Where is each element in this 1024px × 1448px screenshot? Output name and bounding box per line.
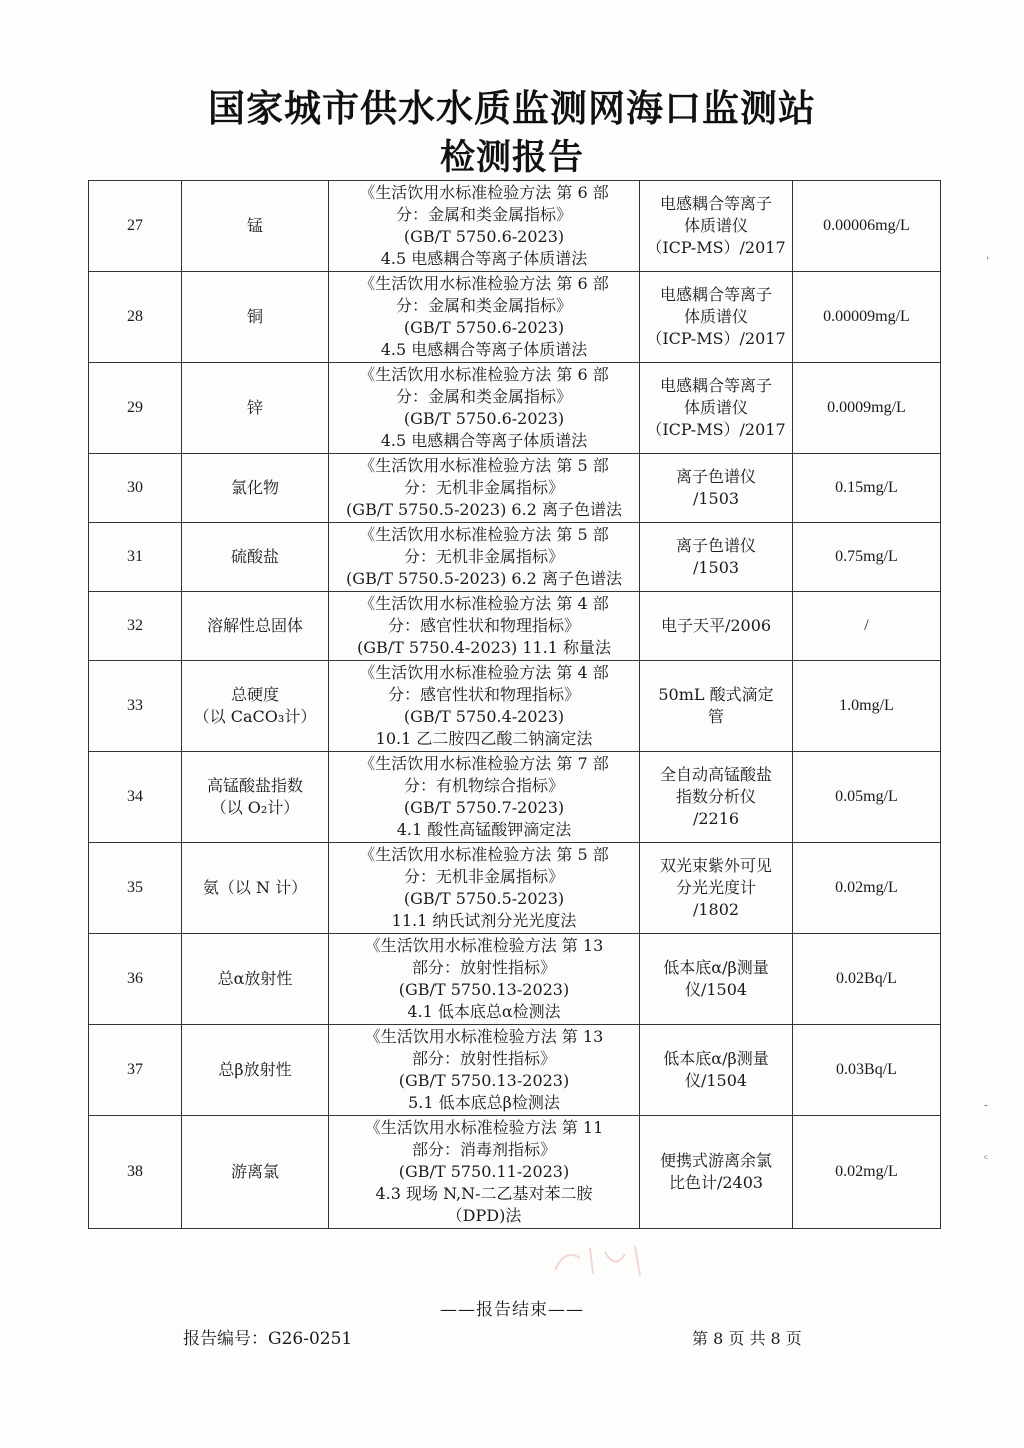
detection-limit-cell: 0.03Bq/L xyxy=(793,1025,941,1116)
cell-text-line: (GB/T 5750.6-2023) xyxy=(403,227,565,246)
instrument-cell xyxy=(640,592,793,661)
cell-text-line: 分：金属和类金属指标》 xyxy=(395,205,572,224)
table-row xyxy=(89,752,941,843)
table-row xyxy=(89,661,941,752)
page-number: 第 8 页 共 8 页 xyxy=(692,1329,802,1348)
test-item-cell xyxy=(182,454,329,523)
cell-text-line: 体质谱仪 xyxy=(683,307,748,326)
cell-text-line: 电感耦合等离子 xyxy=(659,285,772,304)
cell-text-line: (GB/T 5750.5-2023) 6.2 离子色谱法 xyxy=(346,569,622,588)
cell-text-line: 5.1 低本底总β检测法 xyxy=(408,1093,560,1112)
cell-text-line: 《生活饮用水标准检验方法 第 7 部 xyxy=(359,754,609,773)
cell-text-line: 高锰酸盐指数 xyxy=(206,776,303,795)
report-subtitle: 检测报告 xyxy=(439,138,584,178)
cell-text-line: /1503 xyxy=(692,558,740,577)
cell-text-line: (GB/T 5750.5-2023) 6.2 离子色谱法 xyxy=(346,500,622,519)
cell-text-line: 离子色谱仪 xyxy=(675,536,756,555)
row-number-cell: 37 xyxy=(89,1025,182,1116)
cell-text-line: 分：感官性状和物理指标》 xyxy=(387,685,580,704)
instrument-cell xyxy=(640,181,793,272)
cell-text-line: 《生活饮用水标准检验方法 第 5 部 xyxy=(359,845,609,864)
test-method-cell xyxy=(329,843,640,934)
cell-text-line: 管 xyxy=(707,707,724,726)
cell-text-line: 分：无机非金属指标》 xyxy=(403,867,564,886)
cell-text-line: (GB/T 5750.6-2023) xyxy=(403,318,565,337)
margin-mark: ᶜ xyxy=(984,1152,989,1166)
cell-text-line: 游离氯 xyxy=(230,1162,279,1181)
detection-limit-cell: 0.0009mg/L xyxy=(793,363,941,454)
instrument-cell xyxy=(640,1025,793,1116)
cell-text-line: 分：无机非金属指标》 xyxy=(403,547,564,566)
detection-limit-cell: 0.05mg/L xyxy=(793,752,941,843)
cell-text-line: /1802 xyxy=(692,900,740,919)
instrument-cell xyxy=(640,454,793,523)
cell-text-line: 氯化物 xyxy=(230,478,279,497)
detection-limit-cell: 0.02mg/L xyxy=(793,1116,941,1229)
margin-mark: - xyxy=(984,1098,989,1112)
cell-text-line: 《生活饮用水标准检验方法 第 6 部 xyxy=(359,365,609,384)
results-table-body xyxy=(89,181,941,1229)
test-method-cell xyxy=(329,181,640,272)
cell-text-line: (GB/T 5750.13-2023) xyxy=(398,980,570,999)
cell-text-line: 分：无机非金属指标》 xyxy=(403,478,564,497)
cell-text-line: 铜 xyxy=(246,307,263,326)
detection-limit-cell: 0.02Bq/L xyxy=(793,934,941,1025)
cell-text-line: 体质谱仪 xyxy=(683,398,748,417)
cell-text-line: (GB/T 5750.13-2023) xyxy=(398,1071,570,1090)
instrument-cell xyxy=(640,272,793,363)
cell-text-line: 溶解性总固体 xyxy=(206,616,303,635)
test-method-cell xyxy=(329,363,640,454)
cell-text-line: (GB/T 5750.5-2023) xyxy=(403,889,565,908)
results-table xyxy=(88,180,941,1229)
cell-text-line: 部分：消毒剂指标》 xyxy=(411,1140,556,1159)
table-row xyxy=(89,454,941,523)
margin-mark: ˈ xyxy=(986,255,990,269)
cell-text-line: 比色计/2403 xyxy=(668,1173,764,1192)
test-method-cell xyxy=(329,661,640,752)
cell-text-line: 仪/1504 xyxy=(684,1071,748,1090)
row-number-cell: 27 xyxy=(89,181,182,272)
cell-text-line: 《生活饮用水标准检验方法 第 13 xyxy=(364,936,604,955)
cell-text-line: 总β放射性 xyxy=(218,1060,292,1079)
cell-text-line: （以 CaCO₃计） xyxy=(193,707,317,726)
detection-limit-cell: 0.75mg/L xyxy=(793,523,941,592)
test-item-cell xyxy=(182,1116,329,1229)
test-item-cell xyxy=(182,1025,329,1116)
cell-text-line: 《生活饮用水标准检验方法 第 4 部 xyxy=(359,594,609,613)
test-item-cell xyxy=(182,181,329,272)
test-method-cell xyxy=(329,454,640,523)
cell-text-line: 便携式游离余氯 xyxy=(659,1151,772,1170)
cell-text-line: （ICP-MS）/2017 xyxy=(646,420,786,439)
test-item-cell xyxy=(182,363,329,454)
instrument-cell xyxy=(640,363,793,454)
test-item-cell xyxy=(182,523,329,592)
table-row xyxy=(89,843,941,934)
cell-text-line: /2216 xyxy=(692,809,740,828)
cell-text-line: 锰 xyxy=(246,216,263,235)
cell-text-line: 体质谱仪 xyxy=(683,216,748,235)
cell-text-line: 《生活饮用水标准检验方法 第 4 部 xyxy=(359,663,609,682)
table-row xyxy=(89,272,941,363)
cell-text-line: 锌 xyxy=(246,398,263,417)
cell-text-line: 《生活饮用水标准检验方法 第 13 xyxy=(364,1027,604,1046)
instrument-cell xyxy=(640,843,793,934)
cell-text-line: （ICP-MS）/2017 xyxy=(646,238,786,257)
table-row xyxy=(89,363,941,454)
cell-text-line: (GB/T 5750.11-2023) xyxy=(398,1162,570,1181)
cell-text-line: 全自动高锰酸盐 xyxy=(659,765,772,784)
row-number-cell: 33 xyxy=(89,661,182,752)
test-item-cell xyxy=(182,661,329,752)
cell-text-line: 4.5 电感耦合等离子体质谱法 xyxy=(380,249,588,268)
cell-text-line: 4.5 电感耦合等离子体质谱法 xyxy=(380,431,588,450)
cell-text-line: （ICP-MS）/2017 xyxy=(646,329,786,348)
cell-text-line: 分：感官性状和物理指标》 xyxy=(387,616,580,635)
report-number: 报告编号：G26-0251 xyxy=(183,1329,353,1349)
instrument-cell xyxy=(640,752,793,843)
cell-text-line: 硫酸盐 xyxy=(230,547,279,566)
cell-text-line: 《生活饮用水标准检验方法 第 11 xyxy=(364,1118,604,1137)
detection-limit-cell: 1.0mg/L xyxy=(793,661,941,752)
cell-text-line: 电子天平/2006 xyxy=(660,616,772,635)
cell-text-line: 50mL 酸式滴定 xyxy=(658,685,774,704)
cell-text-line: 4.1 酸性高锰酸钾滴定法 xyxy=(396,820,572,839)
cell-text-line: 《生活饮用水标准检验方法 第 6 部 xyxy=(359,183,609,202)
cell-text-line: 10.1 乙二胺四乙酸二钠滴定法 xyxy=(375,729,593,748)
cell-text-line: 11.1 纳氏试剂分光光度法 xyxy=(391,911,577,930)
test-item-cell xyxy=(182,934,329,1025)
cell-text-line: 部分：放射性指标》 xyxy=(411,958,556,977)
table-row xyxy=(89,934,941,1025)
test-method-cell xyxy=(329,1116,640,1229)
cell-text-line: 电感耦合等离子 xyxy=(659,194,772,213)
row-number-cell: 35 xyxy=(89,843,182,934)
test-method-cell xyxy=(329,752,640,843)
test-item-cell xyxy=(182,752,329,843)
report-end-marker: ——报告结束—— xyxy=(440,1300,584,1320)
cell-text-line: 双光束紫外可见 xyxy=(659,856,772,875)
table-row xyxy=(89,523,941,592)
cell-text-line: 部分：放射性指标》 xyxy=(411,1049,556,1068)
row-number-cell: 28 xyxy=(89,272,182,363)
cell-text-line: (GB/T 5750.4-2023) xyxy=(403,707,565,726)
cell-text-line: （DPD)法 xyxy=(446,1206,522,1225)
row-number-cell: 34 xyxy=(89,752,182,843)
instrument-cell xyxy=(640,661,793,752)
cell-text-line: 4.3 现场 N,N-二乙基对苯二胺 xyxy=(375,1184,593,1203)
cell-text-line: (GB/T 5750.7-2023) xyxy=(403,798,565,817)
table-row xyxy=(89,592,941,661)
instrument-cell xyxy=(640,934,793,1025)
test-method-cell xyxy=(329,272,640,363)
cell-text-line: （以 O₂计） xyxy=(210,798,300,817)
cell-text-line: 分光光度计 xyxy=(675,878,756,897)
cell-text-line: 分：有机物综合指标》 xyxy=(403,776,564,795)
row-number-cell: 38 xyxy=(89,1116,182,1229)
row-number-cell: 36 xyxy=(89,934,182,1025)
cell-text-line: 4.1 低本底总α检测法 xyxy=(407,1002,561,1021)
test-item-cell xyxy=(182,272,329,363)
cell-text-line: 低本底α/β测量 xyxy=(663,958,769,977)
table-row xyxy=(89,181,941,272)
cell-text-line: 总α放射性 xyxy=(217,969,293,988)
table-row xyxy=(89,1116,941,1229)
test-method-cell xyxy=(329,934,640,1025)
cell-text-line: (GB/T 5750.4-2023) 11.1 称量法 xyxy=(356,638,612,657)
cell-text-line: 低本底α/β测量 xyxy=(663,1049,769,1068)
row-number-cell: 29 xyxy=(89,363,182,454)
detection-limit-cell: 0.00009mg/L xyxy=(793,272,941,363)
cell-text-line: 《生活饮用水标准检验方法 第 5 部 xyxy=(359,525,609,544)
row-number-cell: 31 xyxy=(89,523,182,592)
test-item-cell xyxy=(182,592,329,661)
detection-limit-cell: 0.15mg/L xyxy=(793,454,941,523)
detection-limit-cell: / xyxy=(793,592,941,661)
detection-limit-cell: 0.02mg/L xyxy=(793,843,941,934)
cell-text-line: 分：金属和类金属指标》 xyxy=(395,387,572,406)
stamp-seal-remnant xyxy=(545,1240,655,1280)
cell-text-line: 离子色谱仪 xyxy=(675,467,756,486)
row-number-cell: 32 xyxy=(89,592,182,661)
cell-text-line: 仪/1504 xyxy=(684,980,748,999)
test-method-cell xyxy=(329,592,640,661)
test-method-cell xyxy=(329,1025,640,1116)
detection-limit-cell: 0.00006mg/L xyxy=(793,181,941,272)
cell-text-line: (GB/T 5750.6-2023) xyxy=(403,409,565,428)
row-number-cell: 30 xyxy=(89,454,182,523)
table-row xyxy=(89,1025,941,1116)
report-org-title: 国家城市供水水质监测网海口监测站 xyxy=(208,87,816,130)
test-item-cell xyxy=(182,843,329,934)
instrument-cell xyxy=(640,523,793,592)
cell-text-line: 4.5 电感耦合等离子体质谱法 xyxy=(380,340,588,359)
cell-text-line: 电感耦合等离子 xyxy=(659,376,772,395)
cell-text-line: 《生活饮用水标准检验方法 第 6 部 xyxy=(359,274,609,293)
cell-text-line: /1503 xyxy=(692,489,740,508)
cell-text-line: 氨（以 N 计） xyxy=(202,878,308,897)
cell-text-line: 总硬度 xyxy=(230,685,279,704)
cell-text-line: 分：金属和类金属指标》 xyxy=(395,296,572,315)
cell-text-line: 指数分析仪 xyxy=(675,787,756,806)
instrument-cell xyxy=(640,1116,793,1229)
cell-text-line: 《生活饮用水标准检验方法 第 5 部 xyxy=(359,456,609,475)
test-method-cell xyxy=(329,523,640,592)
